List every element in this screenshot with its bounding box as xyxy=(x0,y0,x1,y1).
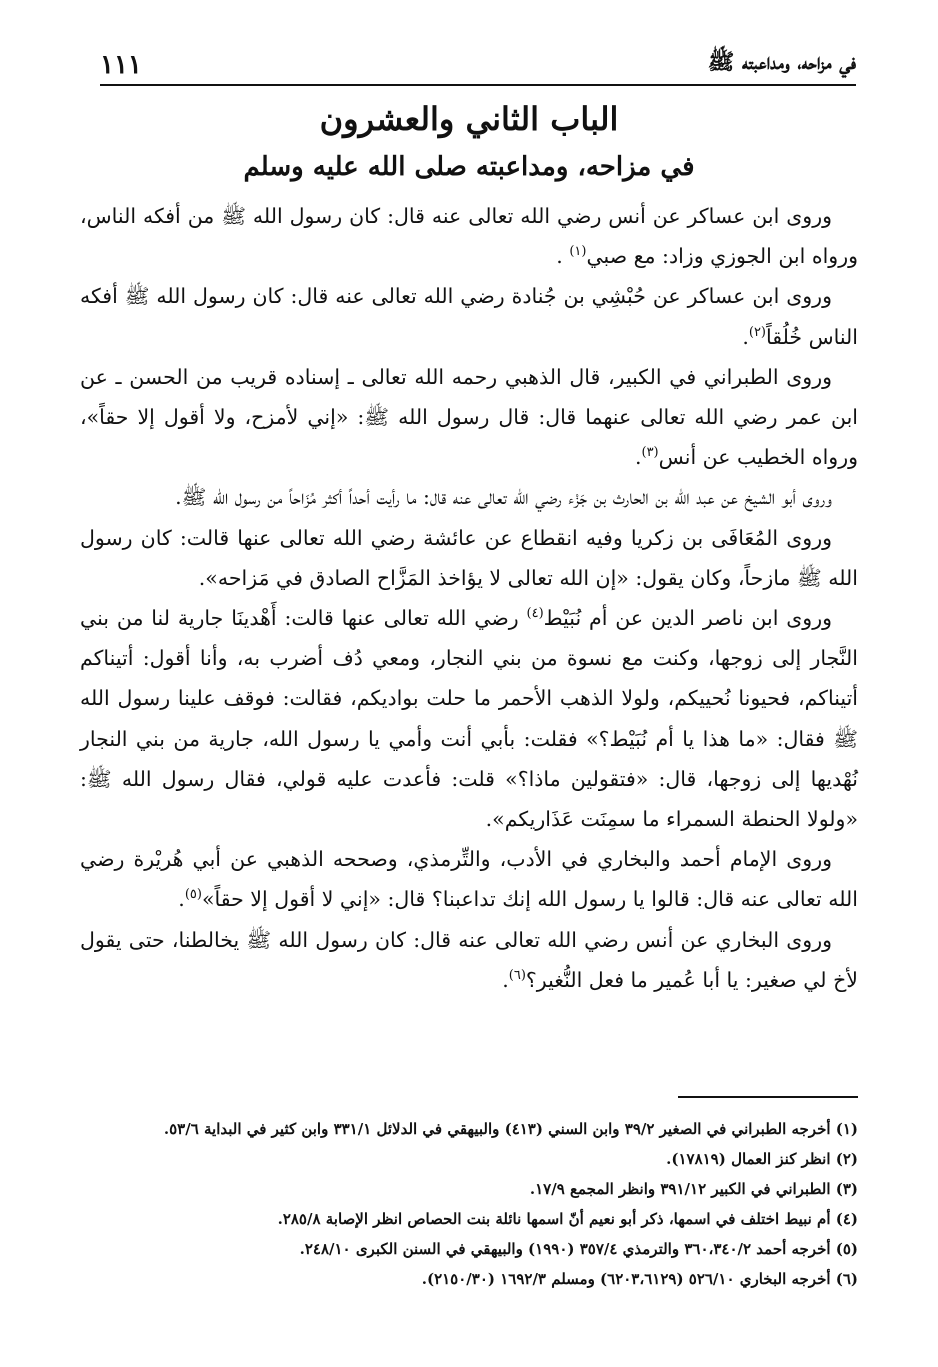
footnote-ref[interactable]: (٣) xyxy=(641,445,659,461)
footnote: (١) أخرجه الطبراني في الصغير ٣٩/٢ وابن السني (٤١٣) والبيهقي في الدلائل ٣٣١/١ وابن كثير في البداية ٥٣/٦. xyxy=(163,1120,858,1138)
running-head-title: في مزاحه، ومداعبته ﷺ xyxy=(707,49,856,75)
footnote: (٥) أخرجه أحمد ٣٦٠،٣٤٠/٢ والترمذي ٣٥٧/٤ (١٩٩٠) والبيهقي في السنن الكبرى ٢٤٨/١٠. xyxy=(299,1240,858,1258)
paragraph: وروى الطبراني في الكبير، قال الذهبي رحمه الله تعالى ـ إسناده قريب من الحسن ـ عن ابن عمر رضي الله تعالى عنهما قال: قال رسول الله ﷺ: «إني لأمزح، ولا أقول إلا حقاً»، ورواه الخطيب عن أنس$^{(٣)}$. xyxy=(80,364,858,470)
footnote-ref[interactable]: (٤) xyxy=(526,606,544,622)
footnote-ref[interactable]: (٢) xyxy=(748,324,766,340)
paragraph: وروى ابن عساكر عن أنس رضي الله تعالى عنه قال: كان رسول الله ﷺ من أفكه الناس، ورواه ابن الجوزي وزاد: مع صبي$^{(١)}$ . xyxy=(80,204,858,269)
footnote: (٢) انظر كنز العمال (١٧٨١٩). xyxy=(666,1150,858,1168)
chapter-subtitle: في مزاحه، ومداعبته صلى الله عليه وسلم xyxy=(243,152,695,182)
paragraph: وروى الإمام أحمد والبخاري في الأدب، والتِّرمذي، وصححه الذهبي عن أبي هُريْرة رضي الله تعالى عنه قال: قالوا يا رسول الله إنك تداعبنا؟ قال: «إني لا أقول إلا حقاً»$^{(٥)}$. xyxy=(80,847,858,912)
footnote-divider xyxy=(678,1096,858,1098)
paragraph: وروى ابن عساكر عن حُبْشِي بن جُنادة رضي الله تعالى عنه قال: كان رسول الله ﷺ أفكه الناس خُلُقاً$^{(٢)}$. xyxy=(80,284,858,349)
footnote-ref[interactable]: (٥) xyxy=(184,887,202,903)
footnotes xyxy=(80,1114,858,1294)
paragraph: وروى أبو الشيخ عن عبد الله بن الحارث بن جَزْء رضي الله تعالى عنه قال: ما رأيت أحداً أكثر مُزَاحاً من رسول الله ﷺ. xyxy=(175,485,832,510)
footnote: (٤) أم نبيط اختلف في اسمها، ذكر أبو نعيم أنّ اسمها نائلة بنت الحصاص انظر الإصابة ٢٨٥/٨. xyxy=(277,1210,858,1228)
footnote: (٣) الطبراني في الكبير ٣٩١/١٢ وانظر المجمع ١٧/٩. xyxy=(529,1180,858,1198)
paragraph: وروى البخاري عن أنس رضي الله تعالى عنه قال: كان رسول الله ﷺ يخالطنا، حتى يقول لأخ لي صغير: يا أبا عُمير ما فعل النُّغير؟$^{(٦)}$. xyxy=(80,927,858,992)
page-number: ١١١ xyxy=(100,50,142,80)
paragraph: وروى ابن ناصر الدين عن أم نُبَيْط$^{(٤)}$ رضي الله تعالى عنها قالت: أَهْدينَا جارية لنا من بني النَّجار إلى زوجها، وكنت مع نسوة من بني النجار، ومعي دُف أضرب به، وأنا أقول: أتيناكم أتيناكم، فحيونا نُحييكم، ولولا الذهب الأحمر ما حلت بواديكم، فقالت: فوقف علينا رسول الله ﷺ فقال: «ما هذا يا أم نُبَيْط؟» فقلت: بأبي أنت وأمي يا رسول الله، جارية من بني النجار نُهْديها إلى زوجها، قال: «فتقولين ماذا؟» قلت: فأعدت عليه قولي، فقال رسول الله ﷺ: «ولولا الحنطة السمراء ما سمِنَت عَذَاريكم». xyxy=(80,606,858,832)
footnote: (٦) أخرجه البخاري ٥٢٦/١٠ (٦٢٠٣،٦١٢٩) ومسلم ١٦٩٢/٣ (٢١٥٠/٣٠). xyxy=(421,1270,858,1288)
body-text xyxy=(80,196,858,1000)
running-head xyxy=(100,40,856,86)
footnote-ref[interactable]: (٦) xyxy=(508,968,526,984)
paragraph: وروى المُعَافَى بن زكريا وفيه انقطاع عن عائشة رضي الله تعالى عنها قالت: كان رسول الله ﷺ مازحاً، وكان يقول: «إن الله تعالى لا يؤاخذ المَزَّاح الصادق في مَزاحه». xyxy=(80,525,858,590)
footnote-ref[interactable]: (١) xyxy=(569,244,587,260)
chapter-title: الباب الثاني والعشرون xyxy=(319,100,619,138)
